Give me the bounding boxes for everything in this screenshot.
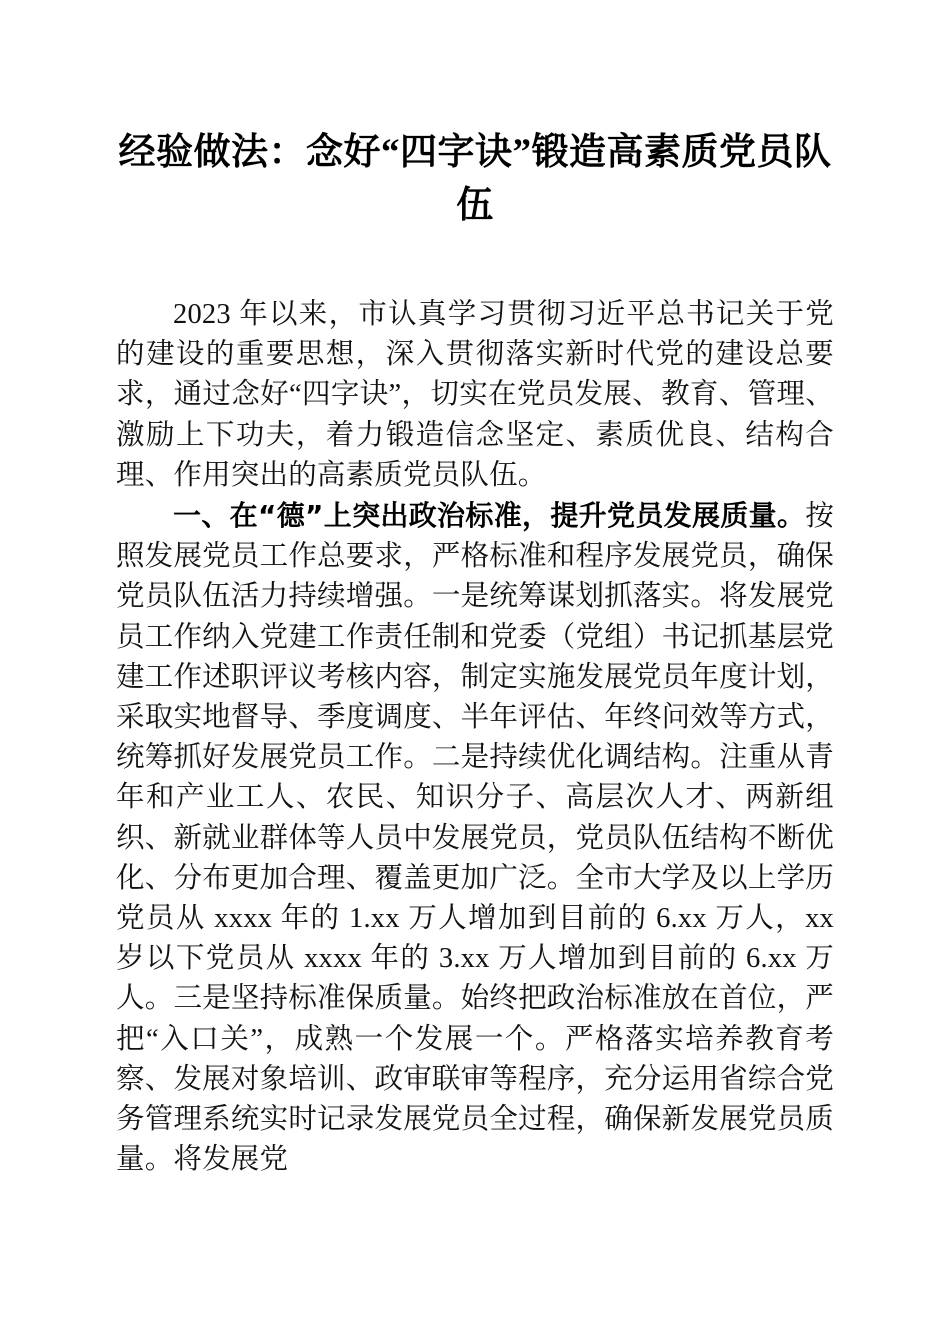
paragraph-section-one: [116, 496, 834, 1180]
document-content-column: [116, 0, 834, 1180]
paragraph-intro: 2023 年以来，市认真学习贯彻习近平总书记关于党的建设的重要思想，深入贯彻落实新时代党的建设总要求，通过念好“四字诀”，切实在党员发展、教育、管理、激励上下功夫，着力锻造信念坚定、素质优良、结构合理、作用突出的高素质党员队伍。: [116, 299, 834, 491]
section-heading-one: 一、在“德”上突出政治标准，提升党员发展质量。: [173, 499, 806, 533]
section-body-one: 按照发展党员工作总要求，严格标准和程序发展党员，确保党员队伍活力持续增强。一是统筹谋划抓落实。将发展党员工作纳入党建工作责任制和党委（党组）书记抓基层党建工作述职评议考核内容，制定实施发展党员年度计划，采取实地督导、季度调度、半年评估、年终问效等方式，统筹抓好发展党员工作。二是持续优化调结构。注重从青年和产业工人、农民、知识分子、高层次人才、两新组织、新就业群体等人员中发展党员，党员队伍结构不断优化、分布更加合理、覆盖更加广泛。全市大学及以上学历党员从 xxxx 年的 1.xx 万人增加到目前的 6.xx 万人，xx 岁以下党员从 xxxx 年的 3.xx 万人增加到目前的 6.xx 万人。三是坚持标准保质量。始终把政治标准放在首位，严把“入口关”，成熟一个发展一个。严格落实培养教育考察、发展对象培训、政审联审等程序，充分运用省综合党务管理系统实时记录发展党员全过程，确保新发展党员质量。将发展党: [116, 501, 834, 1176]
page-title: 经验做法：念好“四字诀”锻造高素质党员队伍: [118, 132, 832, 226]
